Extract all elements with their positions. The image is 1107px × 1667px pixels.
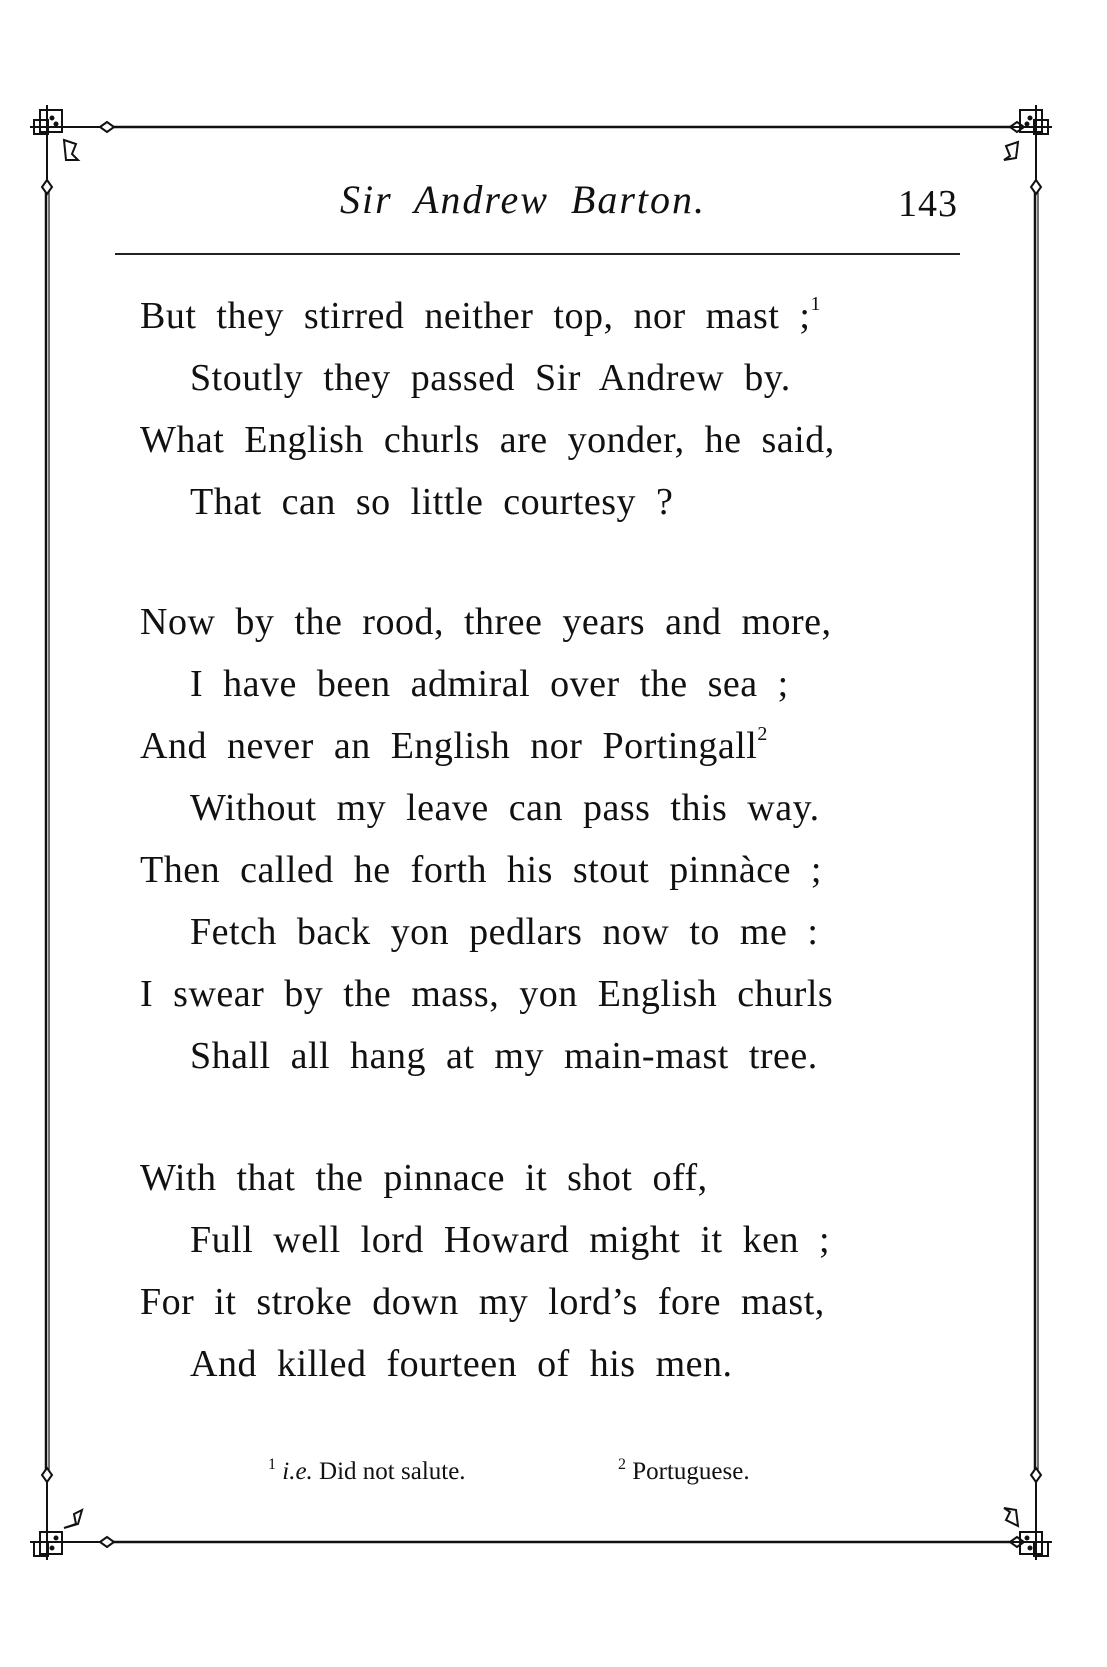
verse-line: And never an English nor Portingall$^2$: [140, 723, 768, 767]
verse-line: For it stroke down my lord’s fore mast,: [140, 1281, 825, 1323]
verse-line: I swear by the mass, yon English churls: [140, 973, 834, 1015]
corner-ornament-bottom-left: [30, 1482, 100, 1560]
corner-ornament-bottom-right: [1004, 1482, 1052, 1560]
footnote-1: $^1$ i.e. Did not salute.: [268, 1456, 466, 1485]
footnote-marker: 2: [757, 723, 768, 745]
corner-ornament-top-right: [1004, 105, 1052, 180]
verse-line: With that the pinnace it shot off,: [140, 1157, 708, 1199]
verse-line: That can so little courtesy ?: [190, 481, 674, 523]
footnote-marker: 1: [810, 293, 821, 315]
verse-line: And killed fourteen of his men.: [190, 1343, 733, 1385]
verse-line: Then called he forth his stout pinnàce ;: [140, 849, 822, 891]
verse-line: Shall all hang at my main-mast tree.: [190, 1035, 818, 1077]
verse-line: Without my leave can pass this way.: [190, 787, 820, 829]
verse-line: What English churls are yonder, he said,: [140, 419, 835, 461]
verse-line: Fetch back yon pedlars now to me :: [190, 911, 819, 953]
verse-line: Now by the rood, three years and more,: [140, 601, 832, 643]
verse-line: But they stirred neither top, nor mast ;$^1$: [140, 293, 821, 337]
header-rule: [115, 253, 960, 255]
page-number: 143: [898, 183, 958, 225]
verse-line: I have been admiral over the sea ;: [190, 663, 789, 705]
footnote-2: $^2$ Portuguese.: [618, 1456, 750, 1485]
verse-line: Full well lord Howard might it ken ;: [190, 1219, 831, 1261]
corner-ornament-top-left: [30, 105, 100, 180]
verse-line: Stoutly they passed Sir Andrew by.: [190, 357, 791, 399]
running-title: Sir Andrew Barton.: [340, 177, 707, 222]
